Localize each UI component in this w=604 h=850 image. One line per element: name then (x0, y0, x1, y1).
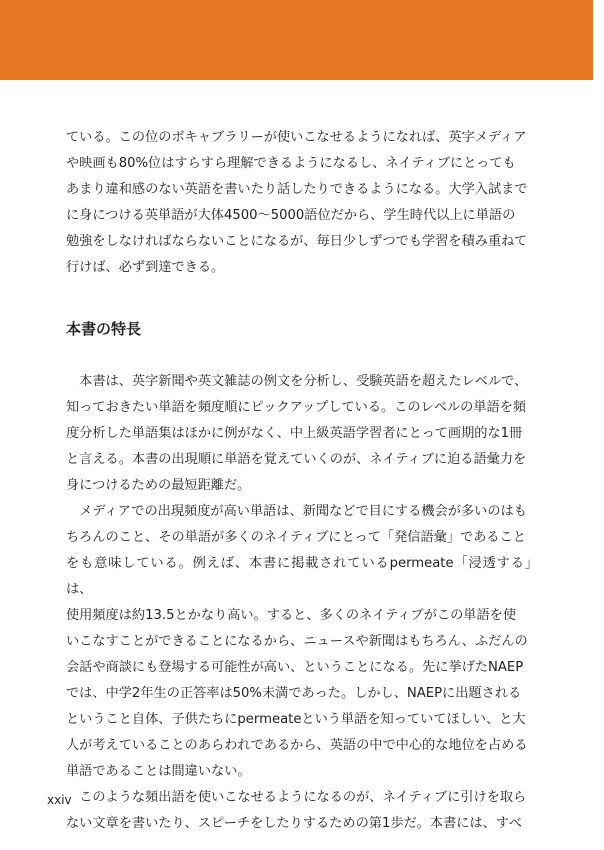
header-color-band (0, 0, 593, 80)
section-text: 本書は、英字新聞や英文雑誌の例文を分析し、受験英語を超えたレベルで、 知っておきたい単語を頻度順にピックアップしている。このレベルの単語を頻 度分析した単語集はほかに例がなく、中上級英語学習者にとって画期的な1冊 と言える。本書の出現順に単語を覚えていくのが、ネイティブに迫る語彙力を 身につけるための最短距離だ。 メディアでの出現頻度が高い単語は、新聞などで目にする機会が多いのはも ちろんのこと、その単語が多くのネイティブにとって「発信語彙」であること をも意味している。例えば、本書に掲載されているpermeate「浸透する」は、 使用頻度は約13.5とかなり高い。すると、多くのネイティブがこの単語を使 いこなすことができることになるから、ニュースや新聞はもちろん、ふだんの 会話や商談にも登場する可能性が高い、ということになる。先に挙げたNAEP では、中学2年生の正答率は50%未満であった。しかし、NAEPに出題される ということ自体、子供たちにpermeateという単語を知っていてほしい、と大 人が考えていることのあらわれであるから、英語の中で中心的な地位を占める 単語であることは間違いない。 このような頻出語を使いこなせるようになるのが、ネイティブに引けを取ら ない文章を書いたり、スピーチをしたりするための第1歩だ。本書には、すべ (66, 374, 538, 831)
page-edge (593, 0, 604, 850)
section-heading: 本書の特長 (66, 320, 142, 338)
intro-paragraph: ている。この位のボキャブラリーが使いこなせるようになれば、英字メディア や映画も80%位はすらすら理解できるようになるし、ネイティブにとっても あまり違和感のない英語を書いたり話したりできるようになる。大学入試まで に身につける英単語が大体4500〜5000語位だから、学生時代以上に単語の 勉強をしなければならないことになるが、毎日少しずつでも学習を積み重ねて 行けば、必ず到達できる。 (66, 130, 528, 275)
page-number: xxiv (47, 793, 72, 807)
